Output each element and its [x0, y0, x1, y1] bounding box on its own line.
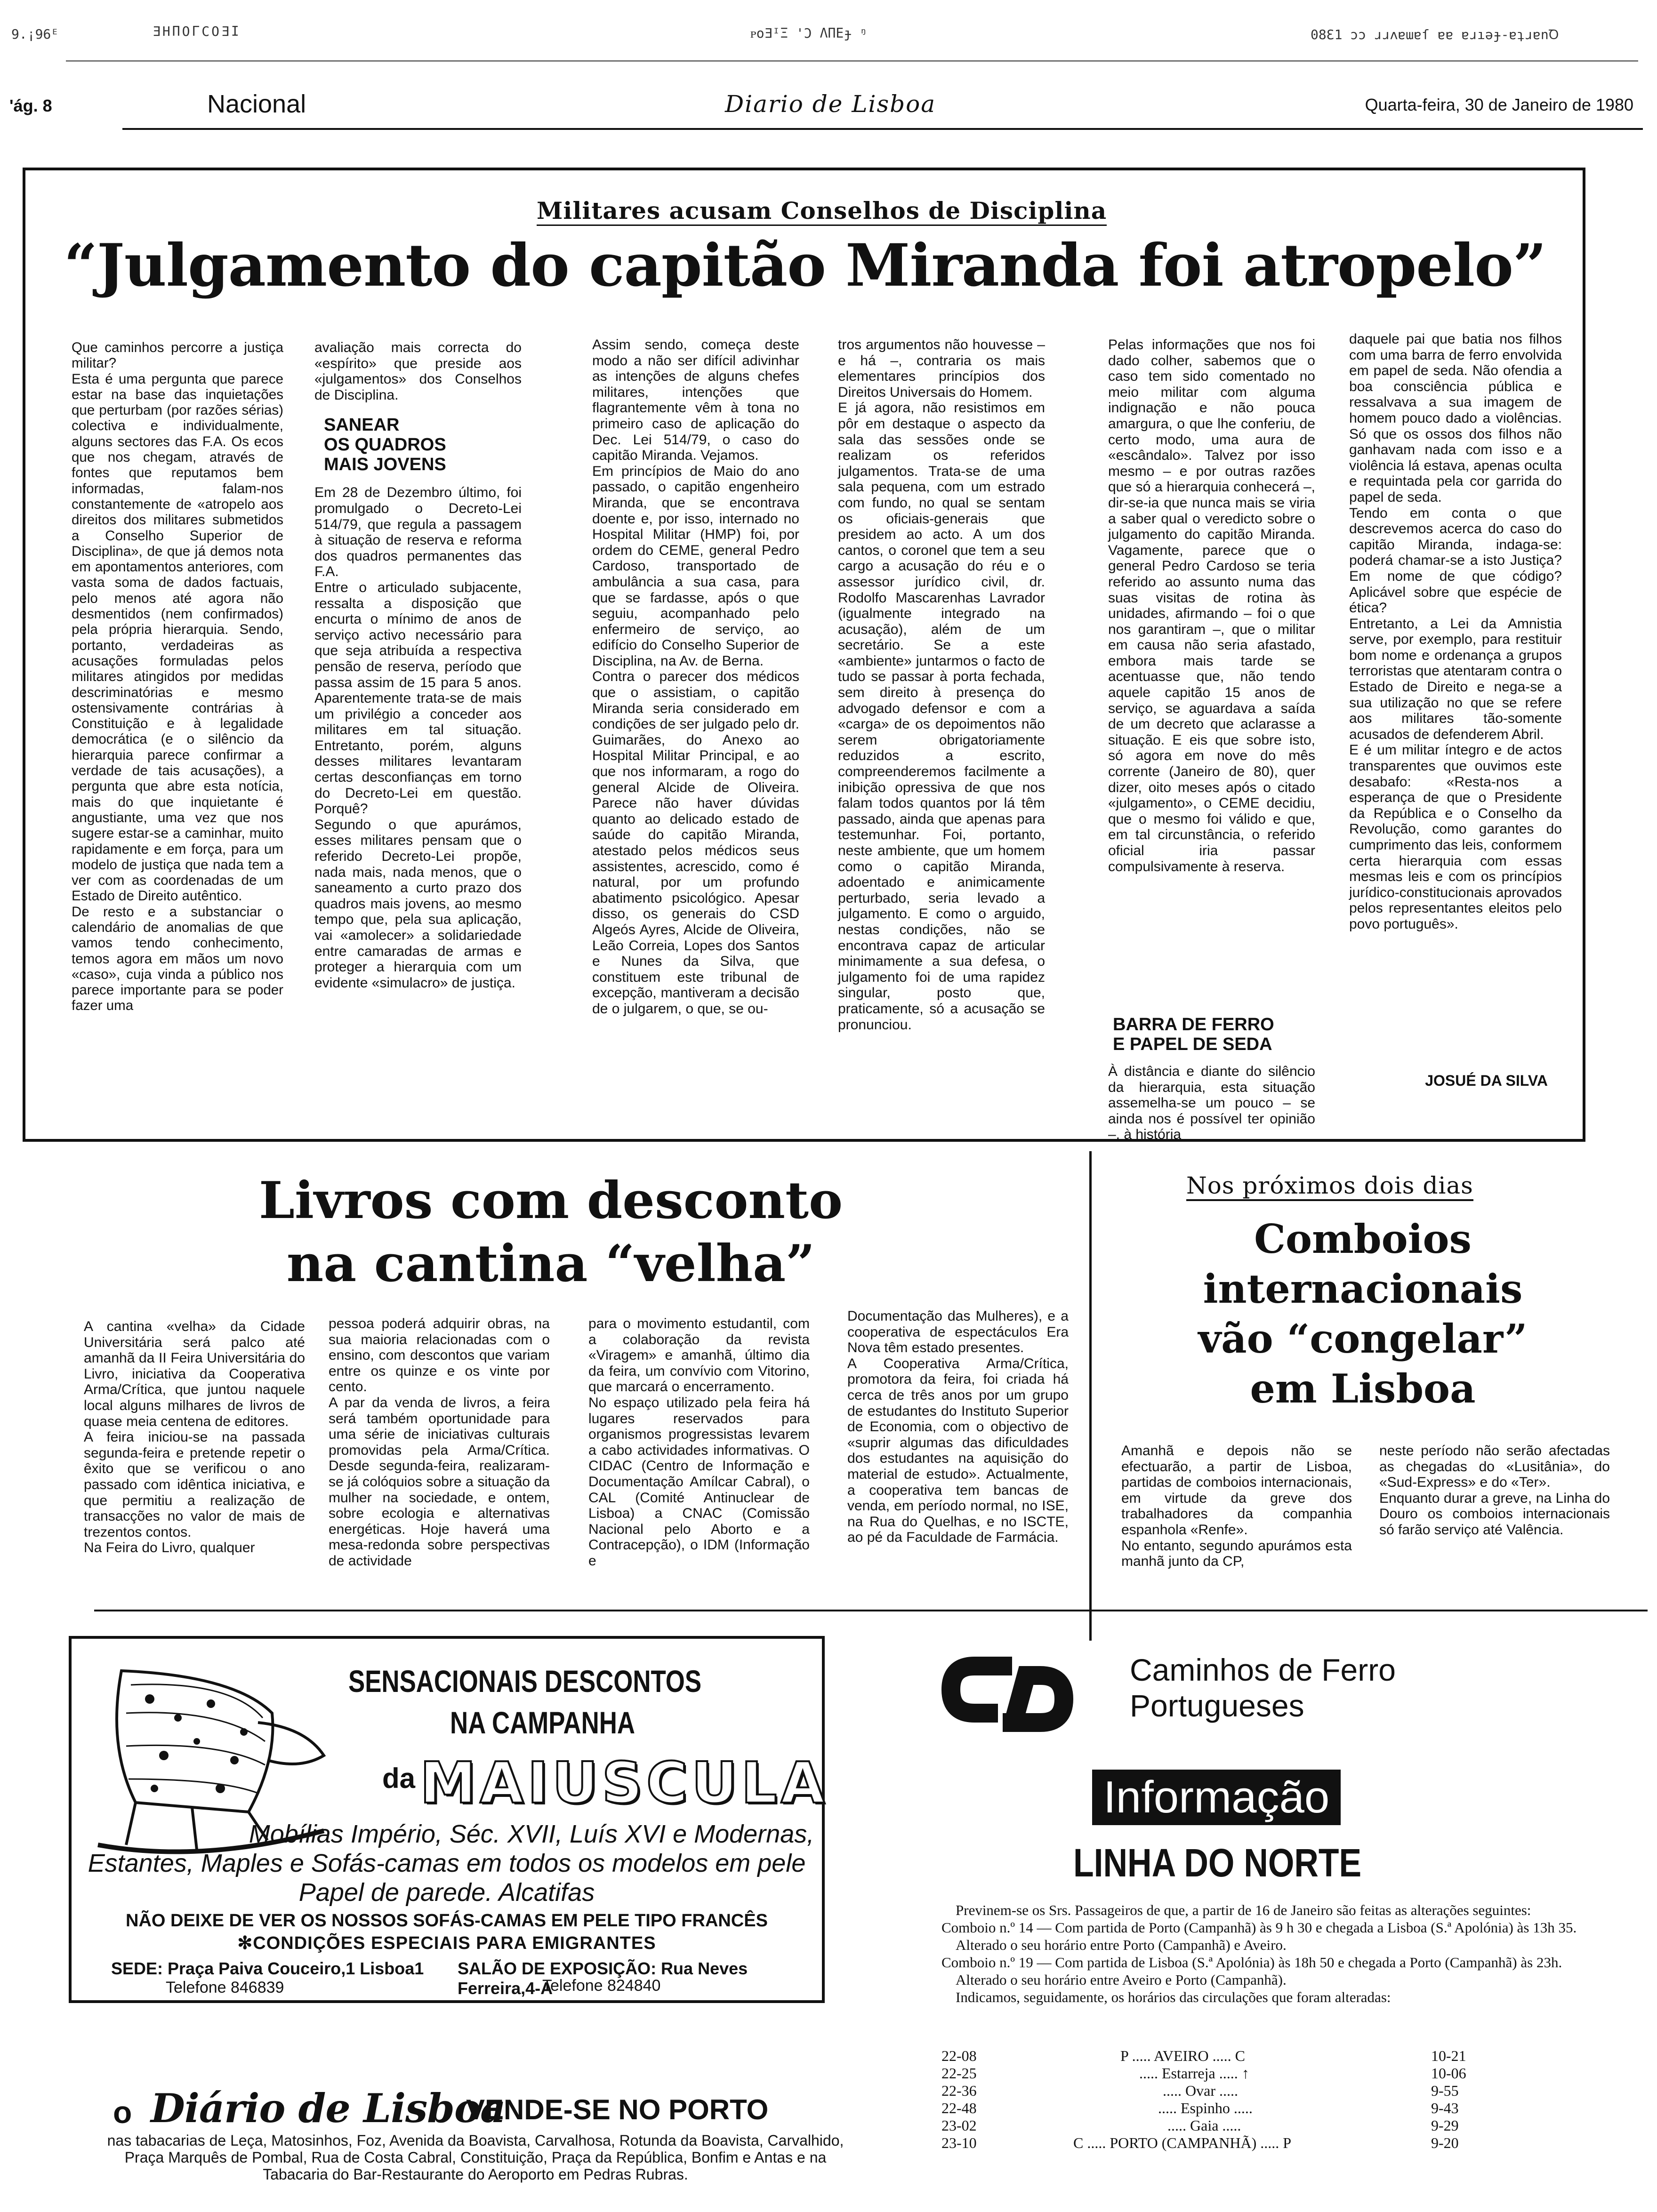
article2-headline-1: Livros com desconto: [259, 1171, 843, 1230]
cp-notice-p6: Indicamos, seguidamente, os horários das circulações que foram alteradas:: [956, 1989, 1391, 2005]
timetable-row: 22-25 ..... Estarreja ..... ↑ 10-06: [941, 2065, 1466, 2082]
ad-furniture-line5: Papel de parede. Alcatifas: [298, 1878, 595, 1907]
cp-name-1: Caminhos de Ferro: [1130, 1652, 1396, 1687]
ad-furniture-tel1: Telefone 846839: [166, 1979, 284, 1996]
subhead-barra: BARRA DE FERRO E PAPEL DE SEDA: [1113, 1015, 1274, 1054]
page-number: 'ág. 8: [9, 96, 52, 115]
timetable-row: 22-48 ..... Espinho ..... 9-43: [941, 2100, 1459, 2116]
article2-col2: pessoa poderá adquirir obras, na sua maioria relacionadas com o ensino, com descontos que variam entre os quinze e os vinte por cento. A par da venda de livros, a feira será também oportunidade para uma série de iniciativas culturais promovidas pela Arma/Crítica. Desde segunda-feira, realizaram-se já colóquios sobre a situação da mulher na sociedade, e ontem, sobre ecologia e alternativas energéticas. Hoje haverá uma mesa-redonda sobre perspectivas de actividade: [329, 1316, 550, 1569]
page-header: [9, 89, 1648, 127]
cp-notice-p1: Previnem-se os Srs. Passageiros de que, a partir de 16 de Janeiro são feitas as alterações seguintes:: [956, 1902, 1531, 1918]
article1-col4: tros argumentos não houvesse – e há –, contraria os mais elementares princípios dos Direitos Universais do Homem. E já agora, não resistimos em pôr em destaque o aspecto da sala das sessões onde se realizam os referidos julgamentos. Trata-se de uma sala pequena, com um estrado com fundo, no qual se sentam os oficiais-generais que presidem ao acto. A um dos cantos, o coronel que tem a seu cargo a acusação do réu e o assessor jurídico civil, dr. Rodolfo Mascarenhas Lavrador (igualmente integrado na acusação), além de um secretário. Se a este «ambiente» juntarmos o facto de tudo se passar à porta fechada, sem direito à presença do advogado defensor e com a «carga» de os depoimentos não serem obrigatoriamente reduzidos a escrito, compreenderemos facilmente a inibição opressiva de que nos falam todos quantos por lá têm passado, ainda que apenas para testemunhar. Foi, portanto, neste ambiente, que um homem como o capitão Miranda, adoentado e animicamente perturbado, seria levado a julgamento. E como o arguido, nestas condições, não se encontrava capaz de articular minimamente a sua defesa, o julgamento foi de uma rapidez singular, posto que, praticamente, só a acusação se pronunciou.: [838, 337, 1045, 1033]
issue-date: Quarta-feira, 30 de Janeiro de 1980: [1365, 95, 1633, 114]
article3-col2: neste período não serão afectadas as chegadas do «Lusitânia», do «Sud-Express» e do «Ter». Enquanto durar a greve, na Linha do Douro os comboios internacionais só farão serviço até Valência.: [1379, 1443, 1610, 1538]
ad-furniture-brand: MAIUSCULA: [420, 1751, 828, 1816]
ad-dl-text: nas tabacarias de Leça, Matosinhos, Foz, Avenida da Boavista, Carvalhosa, Rotunda da Boavista, Carvalhido, Praça Marquês de Pombal, Rua de Costa Cabral, Constituição, Praça da República, Bonfim e Antas e na Tabacaria do Bar-Restaurante do Aeroporto em Pedras Rubras.: [107, 2132, 844, 2183]
cp-notice-p5: Alterado o seu horário entre Aveiro e Porto (Campanhã).: [956, 1972, 1287, 1988]
article1-signature: JOSUÉ DA SILVA: [1425, 1072, 1548, 1089]
cp-notice: [913, 1901, 1610, 2006]
masthead: Diario de Lisboa: [725, 90, 936, 118]
article1-col2-top: avaliação mais correcta do «espírito» que preside aos «julgamentos» dos Conselhos de Disciplina.: [314, 340, 522, 403]
ad-furniture-line4: Estantes, Maples e Sofás-camas em todos os modelos em pele: [88, 1849, 806, 1877]
article1-col3: Assim sendo, começa deste modo a não ser difícil adivinhar as intenções de alguns chefes militares, intenções que flagrantemente vêm à tona no primeiro caso de aplicação do Dec. Lei 514/79, o caso do capitão Miranda. Vejamos. Em princípios de Maio do ano passado, o capitão engenheiro Miranda, que se encontrava doente e, por isso, internado no Hospital Militar (HMP) foi, por ordem do CEME, general Pedro Cardoso, transportado de ambulância a sua casa, para que se fardasse, após o que seguiu, acompanhado pelo enfermeiro de serviço, ao edifício do Conselho Superior de Disciplina, na Av. de Berna. Contra o parecer dos médicos que o assistiam, o capitão Miranda seria considerado em condições de ser julgado pelo dr. Guimarães, do Anexo ao Hospital Militar Principal, e ao que nos informaram, a rogo do general Alcide de Oliveira. Parece não haver dúvidas quanto ao delicado estado de saúde do capitão Miranda, atestado pelos médicos seus assistentes, acrescido, como é natural, por um profundo abatimento psicológico. Apesar disso, os generais do CSD Algeós Ayres, Alcide de Oliveira, Leão Correia, Lopes dos Santos e Nunes da Silva, que constituem este tribunal de excepção, mantiveram a decisão de o julgarem, o que, se ou-: [592, 337, 799, 1017]
cp-line-title: LINHA DO NORTE: [1073, 1841, 1362, 1885]
ad-furniture-line3: Mobílias Império, Séc. XVII, Luís XVI e Modernas,: [249, 1820, 814, 1848]
article3-headline: Comboios internacionais vão “congelar” em Lisboa: [1198, 1216, 1528, 1412]
article1-col5-body: Pelas informações que nos foi dado colher, sabemos que o caso tem sido comentado no meio militar com alguma indignação e não pouca amargura, o que lhe conferiu, de certo modo, uma aura de «escândalo». Talvez por isso mesmo – e por outras razões que só a hierarquia conhecerá –, dir-se-ia que nunca mais se viria a saber qual o veredicto sobre o julgamento do capitão Miranda. Vagamente, parece que o general Pedro Cardoso se teria referido ao assunto numa das suas visitas de rotina às unidades, afirmando – foi o que nos garantiram –, que o militar em causa não seria afastado, embora mais tarde se acentuasse que, não tendo aquele capitão 15 anos de serviço, se aguardava a saída de um decreto que aclarasse a situação. E eis que sobre isto, só agora em nove do mês corrente (Janeiro de 80), quer dizer, oito meses após o citado «julgamento», o CEME decidiu, que o mesmo foi válido e que, em tal circunstância, o referido oficial iria passar compulsivamente à reserva.: [1108, 337, 1315, 874]
cp-logo: [946, 1661, 1078, 1732]
ad-dl-tagline: VENDE-SE NO PORTO: [466, 2094, 769, 2125]
ad-furniture-line1: SENSACIONAIS DESCONTOS: [348, 1664, 702, 1699]
top-strip-d: 08Ɛ1 ɔɔ ɹɹʌɐɯɐſ ɐɐ ɐɹıǝɟ-ɐʇɹɐnꝹ: [1311, 27, 1559, 42]
article3-kicker: Nos próximos dois dias: [1186, 1172, 1473, 1201]
ad-cp: [894, 1633, 1619, 2212]
article2-col3: para o movimento estudantil, com a colaboração da revista «Viragem» e amanhã, último dia da feira, um convívio com Vitorino, que marcará o encerramento. No espaço utilizado pela feira há lugares reservados para organismos progressistas levarem a cabo actividades informativas. O CIDAC (Centro de Informação e Documentação Amílcar Cabral), o CAL (Comité Antinuclear de Lisboa) a CNAC (Comissão Nacional pelo Aborto e a Contracepção), o IDM (Informação e: [588, 1316, 810, 1569]
ad-furniture-da: da: [382, 1763, 416, 1794]
cp-name-2: Portugueses: [1130, 1688, 1304, 1723]
article1-col6: [1349, 331, 1562, 1127]
article1-col2-body: Em 28 de Dezembro último, foi promulgado o Decreto-Lei 514/79, que regula a passagem à situação de reserva e reforma dos quadros permanentes das F.A. Entre o articulado subjacente, ressalta a disposição que encurta o mínimo de anos de serviço activo necessário para que seja atribuída a respectiva pensão de reserva, período que passa assim de 15 para 5 anos. Aparentemente trata-se de mais um privilégio a conceder aos militares em tal situação. Entretanto, porém, alguns desses militares levantaram certas desconfianças em torno do Decreto-Lei em questão. Porquê? Segundo o que apurámos, esses militares pensam que o referido Decreto-Lei propõe, nada mais, nada menos, que o saneamento a curto prazo dos quadros mais jovens, ao mesmo tempo que, pela sua aplicação, vai «amolecer» a solidariedade entre camaradas de armas e proteger a hierarquia com um evidente «simulacro» de justiça.: [314, 485, 522, 991]
article2-headline-2: na cantina “velha”: [286, 1234, 815, 1293]
cp-notice-p3: Alterado o seu horário entre Porto (Campanhã) e Aveiro.: [956, 1937, 1287, 1953]
article1-kicker: Militares acusam Conselhos de Disciplina: [537, 197, 1107, 226]
cp-timetable: [941, 2047, 1553, 2152]
article1-col6-body: daquele pai que batia nos filhos com uma barra de ferro envolvida em papel de seda. Não ofendia a boa consciência pública e ressalvava a sua imagem de homem pouco dado a violências. Só que os ossos dos filhos não ganhavam nada com isso e a violência lá estava, apenas oculta e requintada pela cor garrida do papel de seda. Tendo em conta o que descrevemos acerca do caso do capitão Miranda, indaga-se: poderá chamar-se a isto Justiça? Em nome de que código? Aplicável sobre que espécie de ética? Entretanto, a Lei da Amnistia serve, por exemplo, para restituir bom nome e ordenança a grupos terroristas que atentaram contra o Estado de Direito e nega-se a sua utilização no que se refere aos militares tão-somente acusados de defenderem Abril. E é um militar íntegro e de actos transparentes que ouvimos este desabafo: «Resta-nos a esperança de que o Presidente da República e o Conselho da Revolução, como garantes do cumprimento das leis, conformem certa hierarquia com essas mesmas leis e com os princípios jurídico-constitucionais aprovados pelos representantes eleitos pelo povo português».: [1349, 331, 1562, 932]
ad-furniture-tel2: Telefone 824840: [542, 1977, 661, 1995]
article2-col1: A cantina «velha» da Cidade Universitária será palco até amanhã da II Feira Universitária do Livro, iniciativa da Cooperativa Arma/Crítica, que juntou naquele local alguns milhares de livros de quase meia centena de editores. A feira iniciou-se na passada segunda-feira e pretende repetir o êxito que se verificou o ano passado com idêntica iniciativa, e que permitiu a realização de transacções no valor de mais de trezentos contos. Na Feira do Livro, qualquer: [84, 1319, 305, 1556]
timetable-row: 22-36 ..... Ovar ..... 9-55: [941, 2082, 1459, 2099]
ad-furniture-sede: SEDE: Praça Paiva Couceiro,1 Lisboa1: [111, 1959, 424, 1978]
ad-furniture-salao: SALÃO DE EXPOSIÇÃO: Rua Neves Ferreira,4-A: [458, 1959, 748, 1998]
ad-furniture: [69, 1636, 828, 2003]
ad-diario-lisboa: [94, 2085, 876, 2212]
article1-col5: [1108, 337, 1315, 1143]
top-strip-b: ƎHΠOΓCOƎΙ: [153, 24, 241, 39]
top-strip-a: 9.¡96ᴱ: [11, 26, 59, 42]
article1-col5-end: À distância e diante do silêncio da hierarquia, esta situação assemelha-se um pouco – se ainda nos é possível ter opinião –, à história: [1108, 1064, 1315, 1143]
timetable-row: 22-08 P ..... AVEIRO ..... C 10-21: [941, 2047, 1466, 2064]
article1-col1: Que caminhos percorre a justiça militar? Esta é uma pergunta que parece estar na base das inquietações que perturbam (por razões sérias) colectiva e individualmente, alguns sectores das F.A. Os ecos que nos chegam, através de fontes que reputamos bem informadas, falam-nos constantemente de «atropelo aos direitos dos militares submetidos a Conselho Superior de Disciplina», de que já demos nota em apontamentos anteriores, com vasta soma de dados factuais, pelo menos até agora não desmentidos (nem confirmados) pela própria hierarquia. Sendo, portanto, verdadeiras as acusações formuladas pelos militares atingidos por medidas descriminatórias e mesmo ostensivamente contrárias à Constituição e à legalidade democrática (e o silêncio da hierarquia parece confirmar a verdade de tais acusações), a pergunta que abre esta notícia, mais do que inquietante é angustiante, uma vez que nos sugere estar-se a caminhar, muito rapidamente e em força, para um modelo de justiça que nada tem a ver com as coordenadas de um Estado de Direito autêntico. De resto e a substanciar o calendário de anomalias de que vamos tendo conhecimento, temos agora em mãos um novo «caso», cuja vinda a público nos parece importante para se poder fazer uma: [72, 340, 283, 1014]
cp-informacao-banner: Informação: [1092, 1770, 1341, 1825]
top-strip-c: ᴘoƎᴵΞ 'Ɔ ΛΠΕɟ ᵑ: [750, 25, 868, 41]
subhead-sanear: SANEAR OS QUADROS MAIS JOVENS: [324, 415, 446, 475]
article1-col2: [314, 340, 522, 1126]
timetable-row: 23-10 C ..... PORTO (CAMPANHÃ) ..... P 9-20: [941, 2134, 1459, 2151]
ad-dl-masthead: Diário de Lisboa: [151, 2085, 506, 2132]
article3-col1: Amanhã e depois não se efectuarão, a partir de Lisboa, partidas de comboios internacionais, em virtude da greve dos trabalhadores da companhia espanhola «Renfe». No entanto, segundo apurámos esta manhã junto da CP,: [1121, 1443, 1352, 1570]
section-name: Nacional: [207, 90, 306, 118]
ad-furniture-line7: ✻CONDIÇÕES ESPECIAIS PARA EMIGRANTES: [237, 1933, 656, 1953]
ad-furniture-line2: NA CAMPANHA: [450, 1705, 635, 1740]
article1-headline: “Julgamento do capitão Miranda foi atropelo”: [64, 232, 1546, 300]
cp-notice-p2: Comboio n.º 14 — Com partida de Porto (Campanhã) às 9 h 30 e chegada a Lisboa (S.ª Apolónia) às 13h 35.: [941, 1919, 1577, 1936]
ad-furniture-line6: NÃO DEIXE DE VER OS NOSSOS SOFÁS-CAMAS EM PELE TIPO FRANCÊS: [126, 1911, 768, 1931]
timetable-row: 23-02 ..... Gaia ..... 9-29: [941, 2117, 1459, 2134]
article2-col4: Documentação das Mulheres), e a cooperativa de espectáculos Era Nova têm estado presentes. A Cooperativa Arma/Crítica, promotora da feira, foi criada há cerca de três anos por um grupo de estudantes do Instituto Superior de Economia, com o objectivo de «suprir algumas das dificuldades dos estudantes na aquisição do material de estudo». Actualmente, a cooperativa tem bancas de venda, em período normal, no ISE, na Rua do Quelhas, e no ISCTE, ao pé da Faculdade de Farmácia.: [847, 1308, 1069, 1546]
ad-dl-o: o: [113, 2095, 132, 2130]
cp-notice-p4: Comboio n.º 19 — Com partida de Lisboa (S.ª Apolónia) às 18h 50 e chegada a Porto (Campanhã) às 23h.: [941, 1954, 1562, 1971]
